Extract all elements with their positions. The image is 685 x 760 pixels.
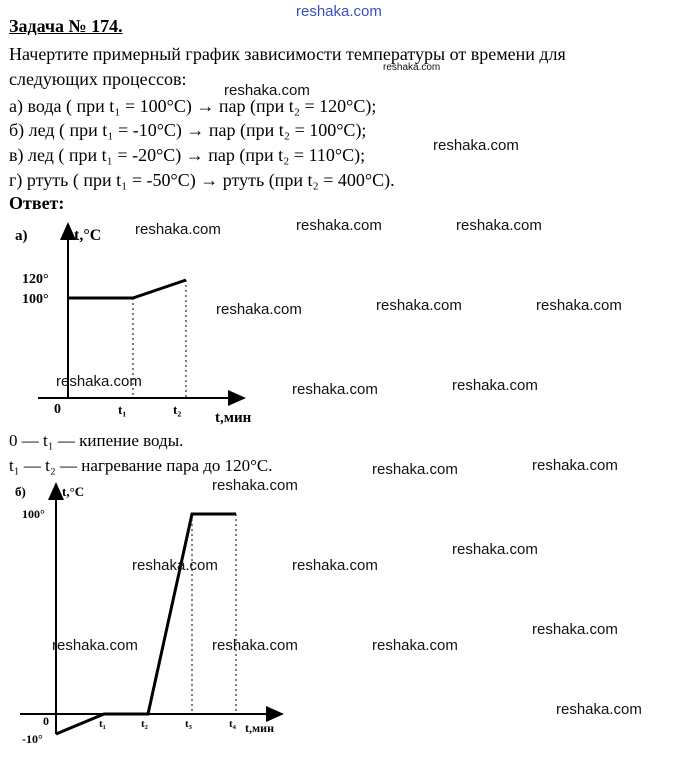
desc-a-line-2: t₁ — t₂ — нагревание пара до 120°C.	[9, 456, 273, 475]
watermark: reshaka.com	[56, 373, 142, 390]
watermark: reshaka.com	[292, 557, 378, 574]
watermark: reshaka.com	[456, 217, 542, 234]
watermark: reshaka.com	[452, 377, 538, 394]
graph-b-plot	[56, 514, 236, 734]
answer-label: Ответ:	[9, 193, 65, 213]
watermark: reshaka.com	[372, 461, 458, 478]
watermark-small: reshaka.com	[383, 62, 441, 73]
graph-b-y-tick-100: 100°	[22, 507, 45, 521]
watermark: reshaka.com	[296, 217, 382, 234]
graph-b-label: б)	[15, 484, 26, 499]
graph-b-series-line	[56, 514, 236, 734]
graph-a-y-axis-label: t,°C	[74, 227, 102, 244]
graph-b-x-tick-t1: t₁	[99, 718, 106, 730]
task-intro-line-1: Начертите примерный график зависимости температуры от времени для	[9, 44, 566, 64]
watermark: reshaka.com	[52, 637, 138, 654]
watermark: reshaka.com	[376, 297, 462, 314]
watermark: reshaka.com	[556, 701, 642, 718]
watermark: reshaka.com	[433, 137, 519, 154]
graph-a-y-tick-120: 120°	[22, 272, 49, 287]
task-intro-line-2: следующих процессов:	[9, 69, 187, 89]
graph-b-y-tick-minus10: -10°	[22, 732, 43, 746]
watermark: reshaka.com	[216, 301, 302, 318]
graph-b-y-axis-label: t,°C	[62, 484, 85, 499]
graph-b-x-tick-t3: t₃	[185, 718, 192, 730]
watermark-top: reshaka.com	[296, 3, 382, 20]
watermark: reshaka.com	[292, 381, 378, 398]
watermark: reshaka.com	[212, 477, 298, 494]
graph-a-x-tick-t1: t₁	[118, 402, 127, 417]
graph-a	[0, 210, 320, 430]
watermark: reshaka.com	[452, 541, 538, 558]
watermark: reshaka.com	[536, 297, 622, 314]
graph-a-origin: 0	[54, 402, 61, 417]
watermark: reshaka.com	[132, 557, 218, 574]
watermark: reshaka.com	[372, 637, 458, 654]
task-item-a: а) вода ( при t₁ = 100°C) → пар (при t₂ = 120°C);	[9, 96, 377, 116]
graph-a-label: а)	[15, 228, 28, 244]
watermark: reshaka.com	[212, 637, 298, 654]
watermark: reshaka.com	[532, 621, 618, 638]
graph-a-x-axis-label: t,мин	[215, 410, 252, 426]
graph-b-x-axis-label: t,мин	[245, 721, 274, 735]
task-title: Задача № 174.	[9, 16, 123, 36]
graph-b-origin: 0	[43, 714, 49, 728]
graph-b-x-tick-t2: t₂	[141, 718, 148, 730]
desc-a-line-1: 0 — t₁ — кипение воды.	[9, 431, 184, 450]
task-item-v: в) лед ( при t₁ = -20°C) → пар (при t₂ = 110°C);	[9, 145, 366, 165]
watermark: reshaka.com	[224, 82, 310, 99]
graph-a-x-tick-t2: t₂	[173, 402, 182, 417]
task-item-g: г) ртуть ( при t₁ = -50°C) → ртуть (при t₂ = 400°C).	[9, 170, 395, 190]
watermark: reshaka.com	[135, 221, 221, 238]
graph-b-x-tick-t4: t₄	[229, 718, 236, 730]
graph-a-series-line	[68, 280, 186, 298]
task-item-b: б) лед ( при t₁ = -10°C) → пар (при t₂ = 100°C);	[9, 120, 367, 140]
graph-a-y-tick-100: 100°	[22, 292, 49, 307]
watermark: reshaka.com	[532, 457, 618, 474]
graph-b	[0, 478, 300, 760]
